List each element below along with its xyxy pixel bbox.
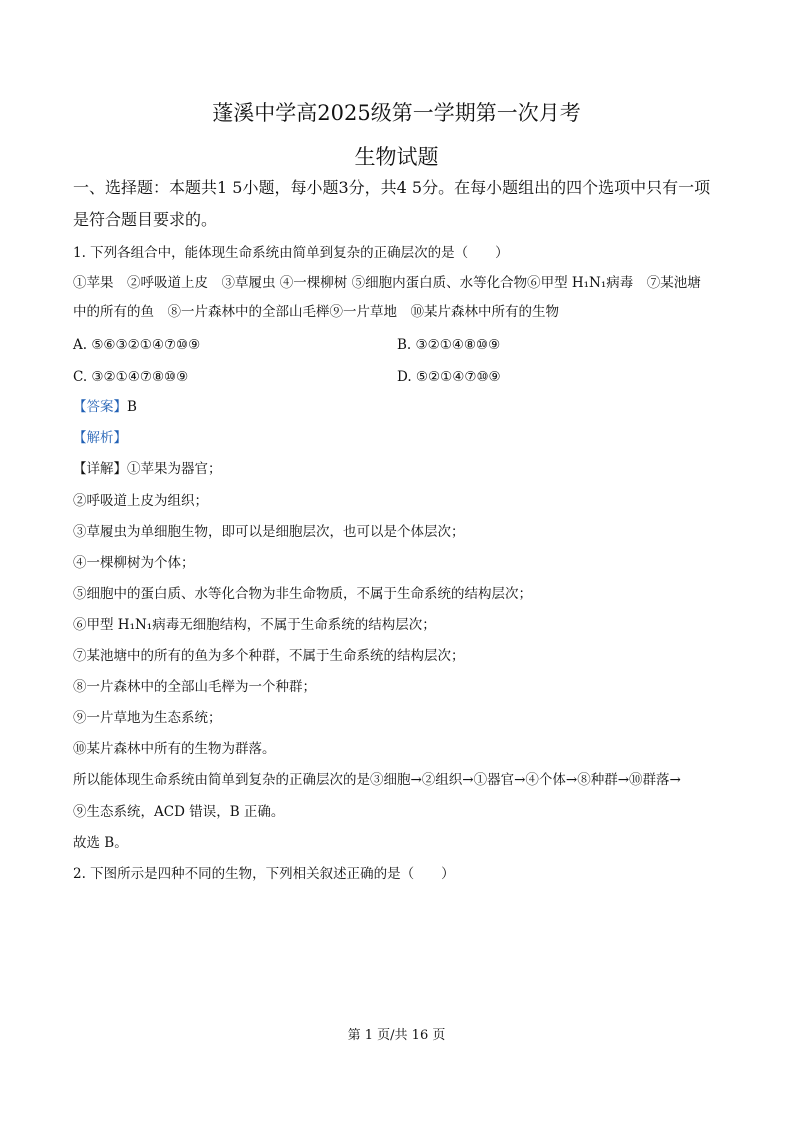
analysis-tag: 【解析】 xyxy=(73,430,127,446)
option-a: A. ⑤⑥③②①④⑦⑩⑨ xyxy=(73,337,201,353)
answer-line xyxy=(73,398,137,416)
detail-line: ④一棵柳树为个体； xyxy=(73,555,195,571)
page-footer: 第 1 页/共 16 页 xyxy=(347,1028,446,1043)
answer-tag: 【答案】 xyxy=(73,399,127,415)
detail-line: ⑦某池塘中的所有的鱼为多个种群，不属于生命系统的结构层次； xyxy=(73,648,465,664)
detail-line: ②呼吸道上皮为组织； xyxy=(73,493,208,509)
detail-line: 所以能体现生命系统由简单到复杂的正确层次的是③细胞→②组织→①器官→④个体→⑧种群→⑩群落→ xyxy=(73,772,681,788)
answer-value: B xyxy=(127,399,137,415)
section-heading-line2: 是符合题目要求的。 xyxy=(73,210,218,229)
detail-line: 故选 B。 xyxy=(73,835,128,851)
detail-line: ⑩某片森林中所有的生物为群落。 xyxy=(73,741,276,757)
option-b: B. ③②①④⑧⑩⑨ xyxy=(397,337,501,353)
question-1-items-line2: 中的所有的鱼 ⑧一片森林中的全部山毛榉⑨一片草地 ⑩某片森林中所有的生物 xyxy=(73,304,559,320)
option-c: C. ③②①④⑦⑧⑩⑨ xyxy=(73,369,189,385)
detail-line: ⑨生态系统，ACD 错误，B 正确。 xyxy=(73,804,285,820)
question-1-items-line1: ①苹果 ②呼吸道上皮 ③草履虫 ④一棵柳树 ⑤细胞内蛋白质、水等化合物⑥甲型 H₁N₁病毒 ⑦某池塘 xyxy=(73,275,701,291)
option-d: D. ⑤②①④⑦⑩⑨ xyxy=(397,369,501,385)
exam-title: 蓬溪中学高2025级第一学期第一次月考 xyxy=(212,101,581,125)
detail-line: ③草履虫为单细胞生物，即可以是细胞层次，也可以是个体层次； xyxy=(73,524,465,540)
question-2-stem: 2. 下图所示是四种不同的生物，下列相关叙述正确的是（ ） xyxy=(73,866,455,882)
detail-line: 【详解】①苹果为器官； xyxy=(73,461,222,477)
detail-line: ⑨一片草地为生态系统； xyxy=(73,710,222,726)
detail-line: ⑧一片森林中的全部山毛榉为一个种群； xyxy=(73,679,316,695)
detail-line: ⑥甲型 H₁N₁病毒无细胞结构，不属于生命系统的结构层次； xyxy=(73,617,436,633)
detail-line: ⑤细胞中的蛋白质、水等化合物为非生命物质，不属于生命系统的结构层次； xyxy=(73,586,532,602)
section-heading-line1: 一、选择题：本题共1 5小题，每小题3分，共4 5分。在每小题组出的四个选项中只有一项 xyxy=(73,178,711,197)
exam-subtitle: 生物试题 xyxy=(354,145,439,169)
question-1-stem: 1. 下列各组合中，能体现生命系统由简单到复杂的正确层次的是（ ） xyxy=(73,245,509,261)
